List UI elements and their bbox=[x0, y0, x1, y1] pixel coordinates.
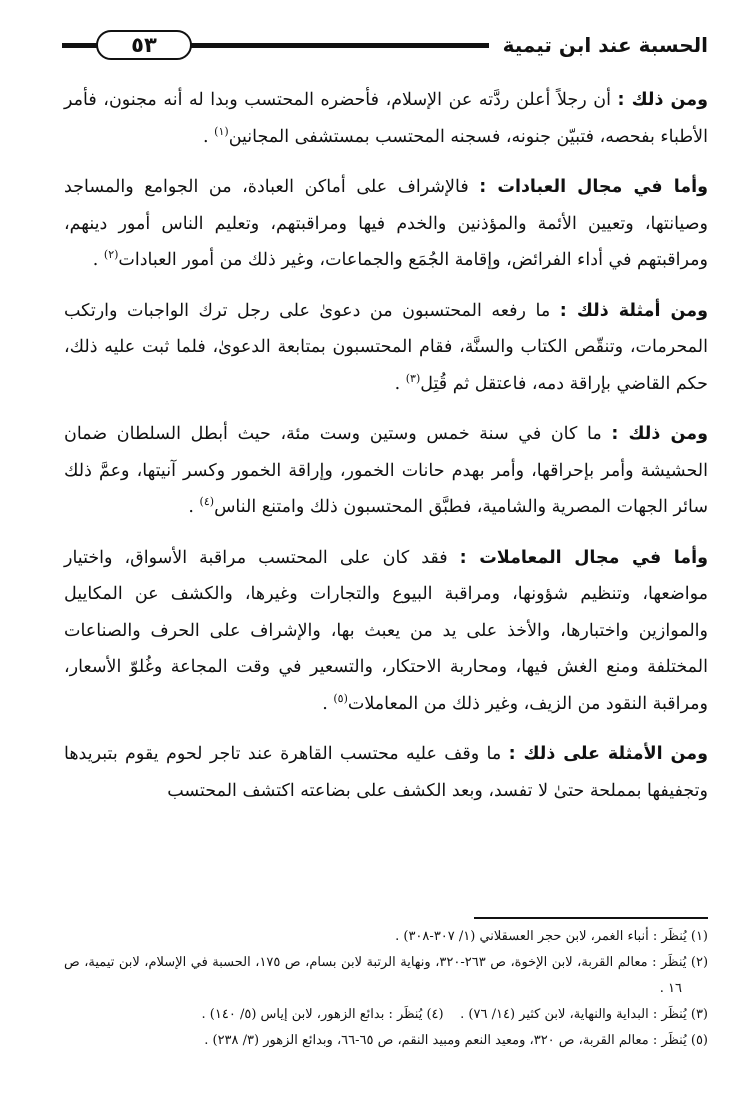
footnote-ref: (١) bbox=[214, 124, 229, 138]
paragraph-end: . bbox=[188, 497, 200, 517]
footnote: (٥) يُنظَر : معالم القربة، ص ٣٢٠، ومعيد النعم ومبيد النقم، ص ٦٥-٦٦، وبدائع الزهور (٣/ ٢٣٨) . bbox=[204, 1033, 708, 1048]
body-text bbox=[64, 82, 708, 809]
paragraph-text: فالإشراف على أماكن العبادة، من الجوامع والمساجد وصيانتها، وتعيين الأئمة والمؤذنين والخدم فيها ومراقبتهم، وتعليم الناس أمور دينهم، ومراقبتهم في أداء الفرائض، وإقامة الجُمَع والجماعات، وغير ذلك من أمور العبادات bbox=[64, 177, 708, 270]
footnote-ref: (٤) bbox=[199, 495, 215, 509]
footnote: (١) يُنظَر : أنباء الغمر، لابن حجر العسقلاني (١/ ٣٠٧-٣٠٨) . bbox=[395, 929, 708, 944]
paragraph-lead: ومن ذلك : bbox=[617, 90, 708, 110]
paragraph bbox=[64, 540, 708, 723]
page-number: ٥٣ bbox=[96, 30, 192, 60]
footnote-separator bbox=[474, 917, 708, 919]
footnote-part: (٤) يُنظَر : بدائع الزهور، لابن إياس (٥/ ١٤٠) . bbox=[201, 1007, 444, 1022]
paragraph-text: فقد كان على المحتسب مراقبة الأسواق، واختيار مواضعها، وتنظيم شؤونها، ومراقبة البيوع والتجارات وغيرها، والكشف عن المكاييل والموازين واختبارها، والأخذ على يد من يعبث بها، والإشراف على الحرف والصناعات المختلفة ومنع الغش فيها، ومحاربة الاحتكار، والتسعير في وقت المجاعة وغُلوّ الأسعار، ومراقبة النقود من الزيف، وغير ذلك من المعاملات bbox=[64, 547, 708, 714]
footnote: (٢) يُنظَر : معالم القربة، لابن الإخوة، ص ٢٦٣-٣٢٠، ونهاية الرتبة لابن بسام، ص ١٧٥، الحسبة في الإسلام، لابن تيمية، ص ١٦ . bbox=[64, 955, 709, 996]
running-header bbox=[62, 30, 708, 60]
paragraph-end: . bbox=[394, 373, 406, 394]
footnote-part: (٣) يُنظَر : البداية والنهاية، لابن كثير (١٤/ ٧٦) . bbox=[460, 1007, 708, 1022]
paragraph-end: . bbox=[203, 126, 215, 147]
footnote-ref: (٢) bbox=[103, 248, 119, 262]
paragraph-text: ما كان في سنة خمس وستين وست مئة، حيث أبطل السلطان ضمان الحشيشة وأمر بإحراقها، وأمر بهدم حانات الخمور، وإراقة الخمور وكسر آنيتها، وعمَّ ذلك سائر الجهات المصرية والشامية، فطبَّق المحتسبون ذلك وامتنع الناس bbox=[64, 424, 708, 517]
paragraph bbox=[64, 169, 708, 279]
paragraph-text: ما وقف عليه محتسب القاهرة عند تاجر لحوم يقوم بتبريدها وتجفيفها بمملحة حتىٰ لا تفسد، وبعد الكشف على بضاعته اكتشف المحتسب bbox=[64, 744, 708, 801]
paragraph bbox=[64, 293, 708, 403]
footnote-ref: (٥) bbox=[333, 691, 348, 705]
paragraph bbox=[64, 736, 708, 809]
paragraph-text: أن رجلاً أعلن ردَّته عن الإسلام، فأحضره المحتسب وبدا له أنه مجنون، فأمر الأطباء بفحصه، فتبيّن جنونه، فسجنه المحتسب بمستشفى المجانين bbox=[64, 90, 708, 147]
footnotes bbox=[64, 924, 708, 1054]
paragraph bbox=[64, 82, 708, 155]
footnote-ref: (٣) bbox=[405, 371, 421, 385]
paragraph-lead: ومن الأمثلة على ذلك : bbox=[508, 744, 709, 764]
paragraph-lead: وأما في مجال المعاملات : bbox=[459, 547, 708, 568]
paragraph-text: ما رفعه المحتسبون من دعوىٰ على رجل ترك الواجبات وارتكب المحرمات، وتنقّص الكتاب والسنَّة، فقام المحتسبون بمتابعة الدعوىٰ، فلما ثبت عليه ذلك، حكم القاضي بإراقة دمه، فاعتقل ثم قُتِل bbox=[64, 300, 708, 394]
paragraph-end: . bbox=[92, 250, 104, 270]
paragraph-lead: وأما في مجال العبادات : bbox=[479, 177, 708, 197]
paragraph-end: . bbox=[322, 693, 334, 714]
paragraph bbox=[64, 416, 708, 526]
paragraph-lead: ومن أمثلة ذلك : bbox=[559, 300, 709, 321]
running-title: الحسبة عند ابن تيمية bbox=[489, 31, 708, 59]
paragraph-lead: ومن ذلك : bbox=[611, 424, 708, 444]
footnote bbox=[64, 1002, 708, 1028]
